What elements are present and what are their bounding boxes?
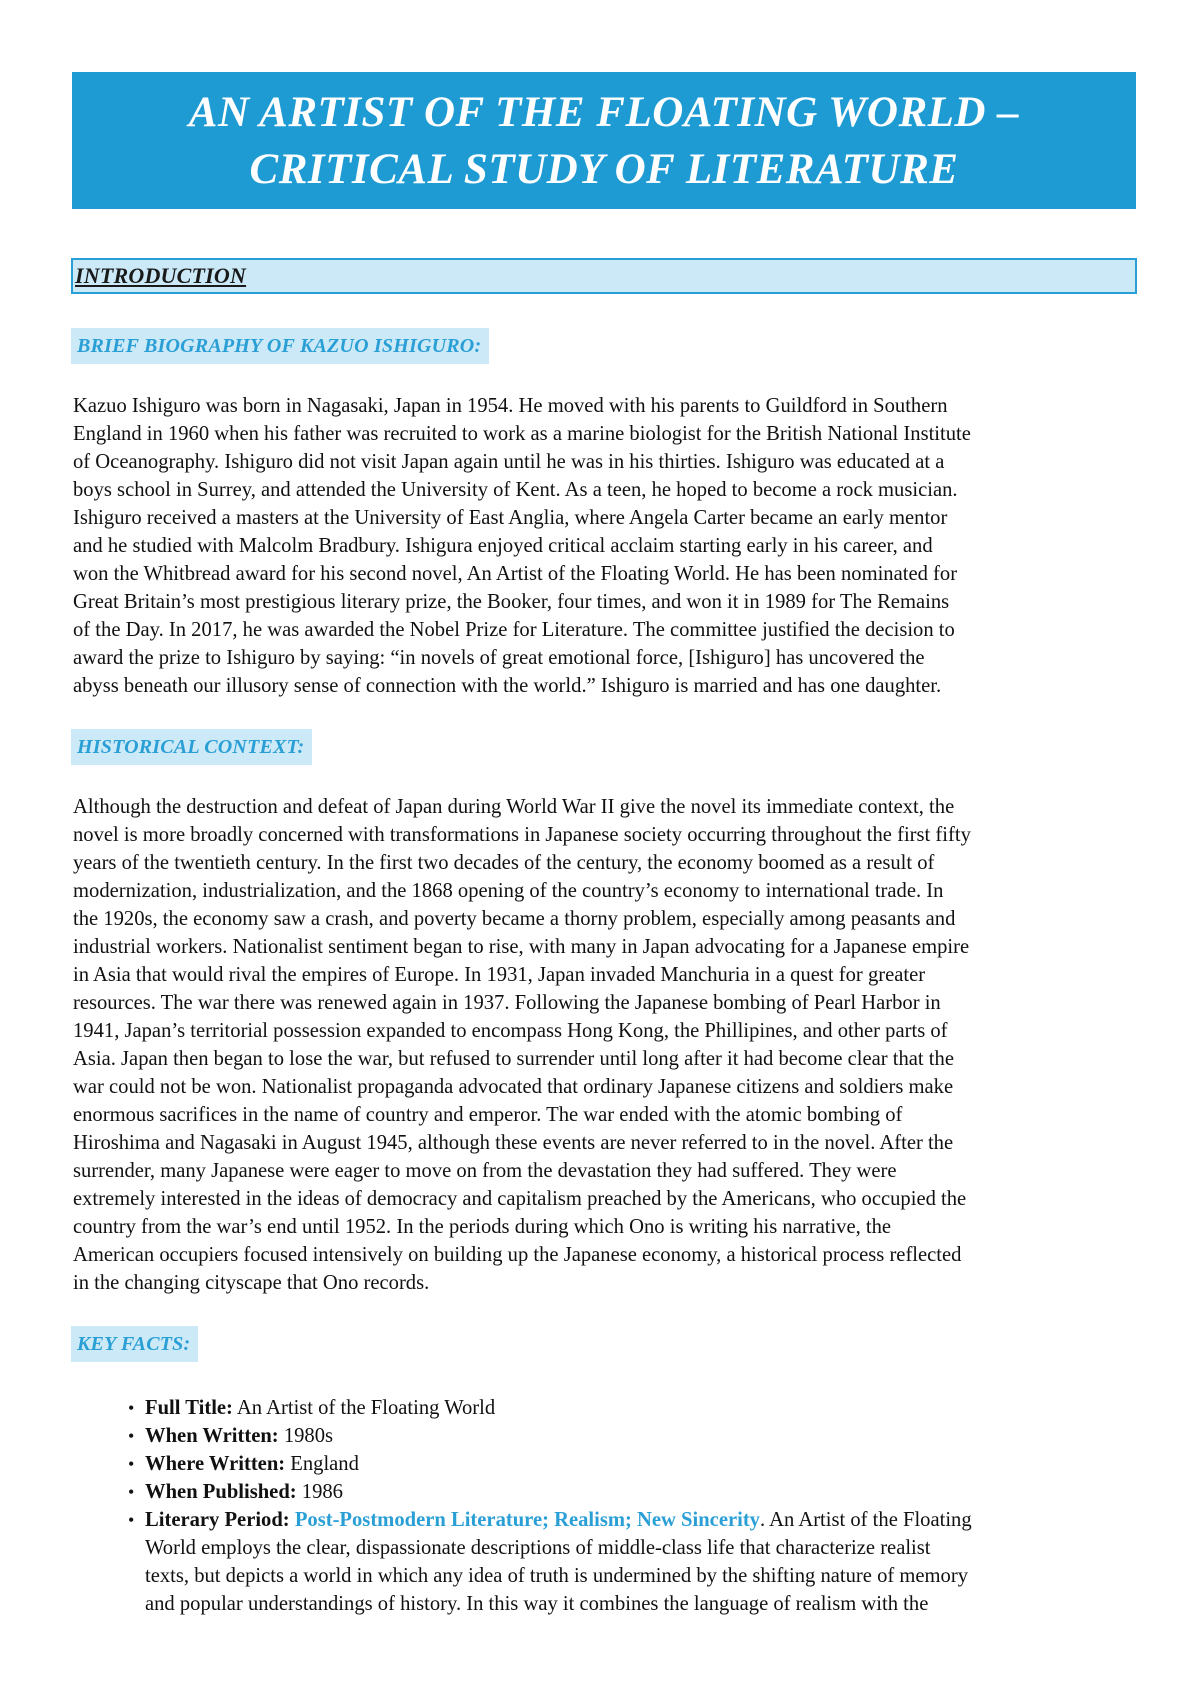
bullet-icon: • (128, 1454, 135, 1474)
list-item (73, 1478, 1141, 1506)
list-item (73, 1506, 1141, 1618)
list-item (73, 1422, 1141, 1450)
fact-value: 1986 (296, 1481, 343, 1503)
introduction-heading: INTRODUCTION (75, 263, 247, 288)
historical-line: country from the war’s end until 1952. In the periods during which Ono is writing his narrative, the (73, 1216, 892, 1238)
biography-heading: BRIEF BIOGRAPHY OF KAZUO ISHIGURO: (77, 334, 482, 357)
historical-line: years of the twentieth century. In the first two decades of the century, the economy boomed as a result of (73, 852, 935, 874)
fact-label: When Written: (145, 1425, 279, 1447)
biography-line: of the Day. In 2017, he was awarded the Nobel Prize for Literature. The committee justified the decision to (73, 619, 955, 641)
title-line-1: AN ARTIST OF THE FLOATING WORLD – (188, 88, 1020, 136)
literary-period-first-line (145, 1506, 1141, 1534)
historical-line: novel is more broadly concerned with transformations in Japanese society occurring throughout the first fifty (73, 824, 971, 846)
historical-heading-box (71, 729, 312, 765)
biography-paragraph (73, 392, 1141, 700)
biography-line: boys school in Surrey, and attended the University of Kent. As a teen, he hoped to become a rock musician. (73, 479, 958, 501)
fact-continuation-line: World employs the clear, dispassionate descriptions of middle-class life that characterize realist (145, 1537, 931, 1559)
fact-value: . An Artist of the Floating (759, 1509, 972, 1531)
historical-line: Hiroshima and Nagasaki in August 1945, although these events are never referred to in the novel. After the (73, 1132, 954, 1154)
historical-line: extremely interested in the ideas of democracy and capitalism preached by the Americans, who occupied the (73, 1188, 967, 1210)
biography-line: and he studied with Malcolm Bradbury. Ishigura enjoyed critical acclaim starting early in his career, and (73, 535, 933, 557)
biography-line: England in 1960 when his father was recruited to work as a marine biologist for the British National Institute (73, 423, 971, 445)
fact-value: An Artist of the Floating World (232, 1397, 496, 1419)
key-facts-heading-box (71, 1326, 198, 1362)
literary-period-link[interactable]: Post-Postmodern Literature; Realism; New Sincerity (294, 1509, 760, 1531)
historical-line: enormous sacrifices in the name of country and emperor. The war ended with the atomic bombing of (73, 1104, 903, 1126)
historical-line: the 1920s, the economy saw a crash, and poverty became a thorny problem, especially among peasants and (73, 908, 956, 930)
historical-line: Although the destruction and defeat of Japan during World War II give the novel its immediate context, the (73, 796, 955, 818)
historical-line: modernization, industrialization, and the 1868 opening of the country’s economy to international trade. In (73, 880, 944, 902)
historical-line: resources. The war there was renewed again in 1937. Following the Japanese bombing of Pearl Harbor in (73, 992, 941, 1014)
historical-line: surrender, many Japanese were eager to move on from the devastation they had suffered. They were (73, 1160, 897, 1182)
fact-label: Full Title: (145, 1397, 233, 1419)
bullet-icon: • (128, 1510, 135, 1530)
biography-line: award the prize to Ishiguro by saying: “in novels of great emotional force, [Ishiguro] has uncovered the (73, 647, 925, 669)
document-title-banner (72, 72, 1136, 209)
introduction-heading-bar (71, 258, 1137, 294)
fact-label: Literary Period: (145, 1509, 290, 1531)
key-facts-list (73, 1394, 1141, 1618)
biography-line: won the Whitbread award for his second novel, An Artist of the Floating World. He has been nominated for (73, 563, 958, 585)
historical-line: in Asia that would rival the empires of Europe. In 1931, Japan invaded Manchuria in a quest for greater (73, 964, 926, 986)
list-item (73, 1450, 1141, 1478)
biography-line: Great Britain’s most prestigious literary prize, the Booker, four times, and won it in 1989 for The Remains (73, 591, 950, 613)
fact-continuation-line: and popular understandings of history. In this way it combines the language of realism with the (145, 1593, 929, 1615)
biography-line: Kazuo Ishiguro was born in Nagasaki, Japan in 1954. He moved with his parents to Guildford in Southern (73, 395, 948, 417)
historical-heading: HISTORICAL CONTEXT: (77, 735, 305, 758)
biography-heading-box (71, 328, 489, 364)
historical-line: industrial workers. Nationalist sentiment began to rise, with many in Japan advocating for a Japanese empire (73, 936, 970, 958)
fact-continuation-line: texts, but depicts a world in which any idea of truth is undermined by the shifting nature of memory (145, 1565, 968, 1587)
fact-label: When Published: (145, 1481, 297, 1503)
biography-line: of Oceanography. Ishiguro did not visit Japan again until he was in his thirties. Ishiguro was educated at a (73, 451, 945, 473)
biography-line: Ishiguro received a masters at the University of East Anglia, where Angela Carter became an early mentor (73, 507, 948, 529)
fact-label: Where Written: (145, 1453, 286, 1475)
historical-line: American occupiers focused intensively on building up the Japanese economy, a historical process reflected (73, 1244, 962, 1266)
fact-value: England (285, 1453, 359, 1475)
list-item (73, 1394, 1141, 1422)
fact-value: 1980s (278, 1425, 334, 1447)
historical-line: Asia. Japan then began to lose the war, but refused to surrender until long after it had become clear that the (73, 1048, 954, 1070)
historical-line: in the changing cityscape that Ono records. (73, 1272, 430, 1294)
bullet-icon: • (128, 1426, 135, 1446)
title-line-2: CRITICAL STUDY OF LITERATURE (249, 145, 959, 193)
historical-line: war could not be won. Nationalist propaganda advocated that ordinary Japanese citizens and soldiers make (73, 1076, 954, 1098)
historical-line: 1941, Japan’s territorial possession expanded to encompass Hong Kong, the Phillipines, and other parts of (73, 1020, 948, 1042)
bullet-icon: • (128, 1482, 135, 1502)
bullet-icon: • (128, 1398, 135, 1418)
key-facts-heading: KEY FACTS: (77, 1332, 191, 1355)
historical-paragraph (73, 793, 1141, 1297)
biography-line: abyss beneath our illusory sense of connection with the world.” Ishiguro is married and has one daughter. (73, 675, 942, 697)
